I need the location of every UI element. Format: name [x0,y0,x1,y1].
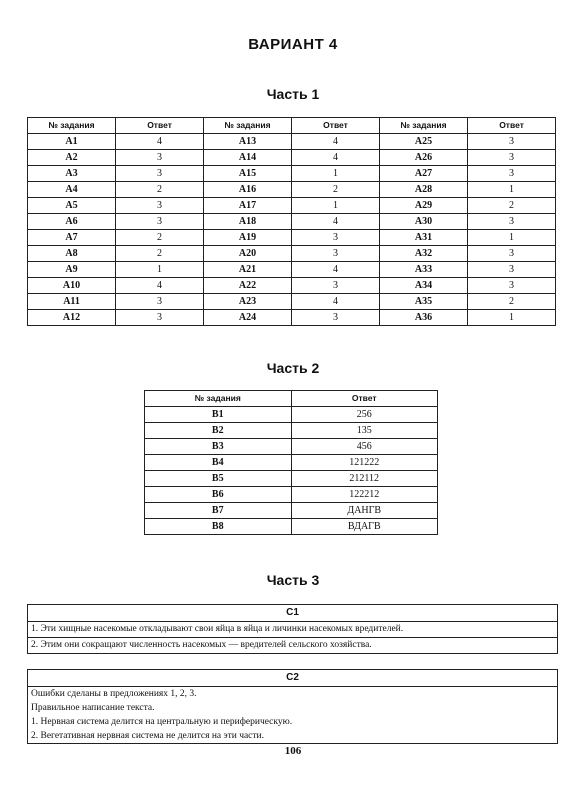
answer-cell: 3 [292,278,380,294]
task-code: А11 [28,294,116,310]
answer-cell: 1 [468,182,556,198]
answer-cell: 3 [468,246,556,262]
answer-cell: ДАНГВ [291,503,438,519]
column-header: № задания [203,118,291,134]
answer-cell: 3 [116,166,204,182]
task-code: А22 [203,278,291,294]
answer-cell: 1 [116,262,204,278]
task-code: А5 [28,198,116,214]
table-header-row [28,118,556,134]
table-row [28,310,556,326]
c1-heading: С1 [28,605,557,622]
answer-cell: ВДАГВ [291,519,438,535]
answer-cell: 4 [292,150,380,166]
table-row [145,423,438,439]
task-code: В5 [145,471,292,487]
answer-cell: 3 [292,310,380,326]
answer-cell: 1 [468,230,556,246]
table-row [28,182,556,198]
task-code: А27 [379,166,467,182]
answer-cell: 2 [116,230,204,246]
part2-title: Часть 2 [266,360,320,376]
column-header: № задания [28,118,116,134]
c2-line: Ошибки сделаны в предложениях 1, 2, 3. [31,689,197,699]
answer-cell: 2 [116,246,204,262]
table-row [28,198,556,214]
task-code: А23 [203,294,291,310]
task-code: А33 [379,262,467,278]
answer-cell: 2 [116,182,204,198]
c2-heading: С2 [28,670,557,687]
task-code: А16 [203,182,291,198]
table-row [28,134,556,150]
answer-cell: 1 [468,310,556,326]
task-code: В8 [145,519,292,535]
answer-cell: 4 [116,278,204,294]
answer-cell: 3 [292,246,380,262]
c2-line: 2. Вегетативная нервная система не делится на эти части. [31,731,265,741]
task-code: А28 [379,182,467,198]
table-row [28,294,556,310]
answer-cell: 3 [468,150,556,166]
c2-line: Правильное написание текста. [31,703,155,713]
task-code: А17 [203,198,291,214]
task-code: А15 [203,166,291,182]
answer-cell: 2 [468,198,556,214]
table-row [28,246,556,262]
task-code: А36 [379,310,467,326]
answer-cell: 4 [292,134,380,150]
task-code: А26 [379,150,467,166]
answer-cell: 4 [116,134,204,150]
task-code: А13 [203,134,291,150]
task-code: А4 [28,182,116,198]
table-row [28,262,556,278]
task-code: А30 [379,214,467,230]
task-code: А6 [28,214,116,230]
task-code: А24 [203,310,291,326]
task-code: А10 [28,278,116,294]
table-row [28,166,556,182]
answer-cell: 212112 [291,471,438,487]
part2-answer-table [144,390,438,535]
answer-cell: 135 [291,423,438,439]
task-code: А7 [28,230,116,246]
answer-cell: 4 [292,294,380,310]
task-code: А25 [379,134,467,150]
task-code: А9 [28,262,116,278]
task-code: А2 [28,150,116,166]
answer-cell: 3 [468,166,556,182]
task-code: В1 [145,407,292,423]
answer-cell: 122212 [291,487,438,503]
table-row [145,455,438,471]
task-code: А29 [379,198,467,214]
variant-title: ВАРИАНТ 4 [248,36,338,53]
task-code: А18 [203,214,291,230]
answer-cell: 3 [468,262,556,278]
task-code: А14 [203,150,291,166]
task-code: В4 [145,455,292,471]
answer-cell: 121222 [291,455,438,471]
table-row [145,503,438,519]
task-code: А34 [379,278,467,294]
table-row [28,150,556,166]
answer-cell: 3 [468,214,556,230]
c2-answer-box [27,669,558,744]
answer-cell: 2 [292,182,380,198]
answer-cell: 1 [292,166,380,182]
task-code: А3 [28,166,116,182]
answer-cell: 256 [291,407,438,423]
answer-cell: 2 [468,294,556,310]
part1-title: Часть 1 [266,86,320,102]
answer-cell: 4 [292,214,380,230]
answer-cell: 3 [116,214,204,230]
column-header: Ответ [468,118,556,134]
answer-cell: 3 [468,134,556,150]
task-code: А35 [379,294,467,310]
task-code: А12 [28,310,116,326]
answer-cell: 3 [116,310,204,326]
table-row [145,471,438,487]
table-row [28,214,556,230]
answer-cell: 1 [292,198,380,214]
task-code: А20 [203,246,291,262]
task-code: А8 [28,246,116,262]
c1-answer-box [27,604,558,654]
page-number: 106 [284,745,302,757]
table-row [145,439,438,455]
table-row [145,407,438,423]
part3-title: Часть 3 [266,572,320,588]
answer-cell: 4 [292,262,380,278]
task-code: А32 [379,246,467,262]
c2-line: 1. Нервная система делится на центральную и периферическую. [31,717,293,727]
c1-line: 1. Эти хищные насекомые откладывают свои яйца в яйца и личинки насекомых вредителей. [28,622,557,638]
answer-cell: 3 [468,278,556,294]
column-header: Ответ [292,118,380,134]
column-header: Ответ [116,118,204,134]
answer-cell: 3 [116,150,204,166]
answer-cell: 3 [116,198,204,214]
task-code: В6 [145,487,292,503]
table-row [145,487,438,503]
answer-cell: 3 [116,294,204,310]
table-row [28,230,556,246]
column-header: № задания [145,391,292,407]
column-header: № задания [379,118,467,134]
part1-answer-table [27,117,556,326]
table-header-row [145,391,438,407]
task-code: А1 [28,134,116,150]
table-row [28,278,556,294]
c1-line: 2. Этим они сокращают численность насекомых — вредителей сельского хозяйства. [31,640,372,650]
task-code: А21 [203,262,291,278]
table-row [145,519,438,535]
task-code: В7 [145,503,292,519]
task-code: В2 [145,423,292,439]
task-code: В3 [145,439,292,455]
answer-cell: 456 [291,439,438,455]
task-code: А31 [379,230,467,246]
task-code: А19 [203,230,291,246]
answer-cell: 3 [292,230,380,246]
column-header: Ответ [291,391,438,407]
